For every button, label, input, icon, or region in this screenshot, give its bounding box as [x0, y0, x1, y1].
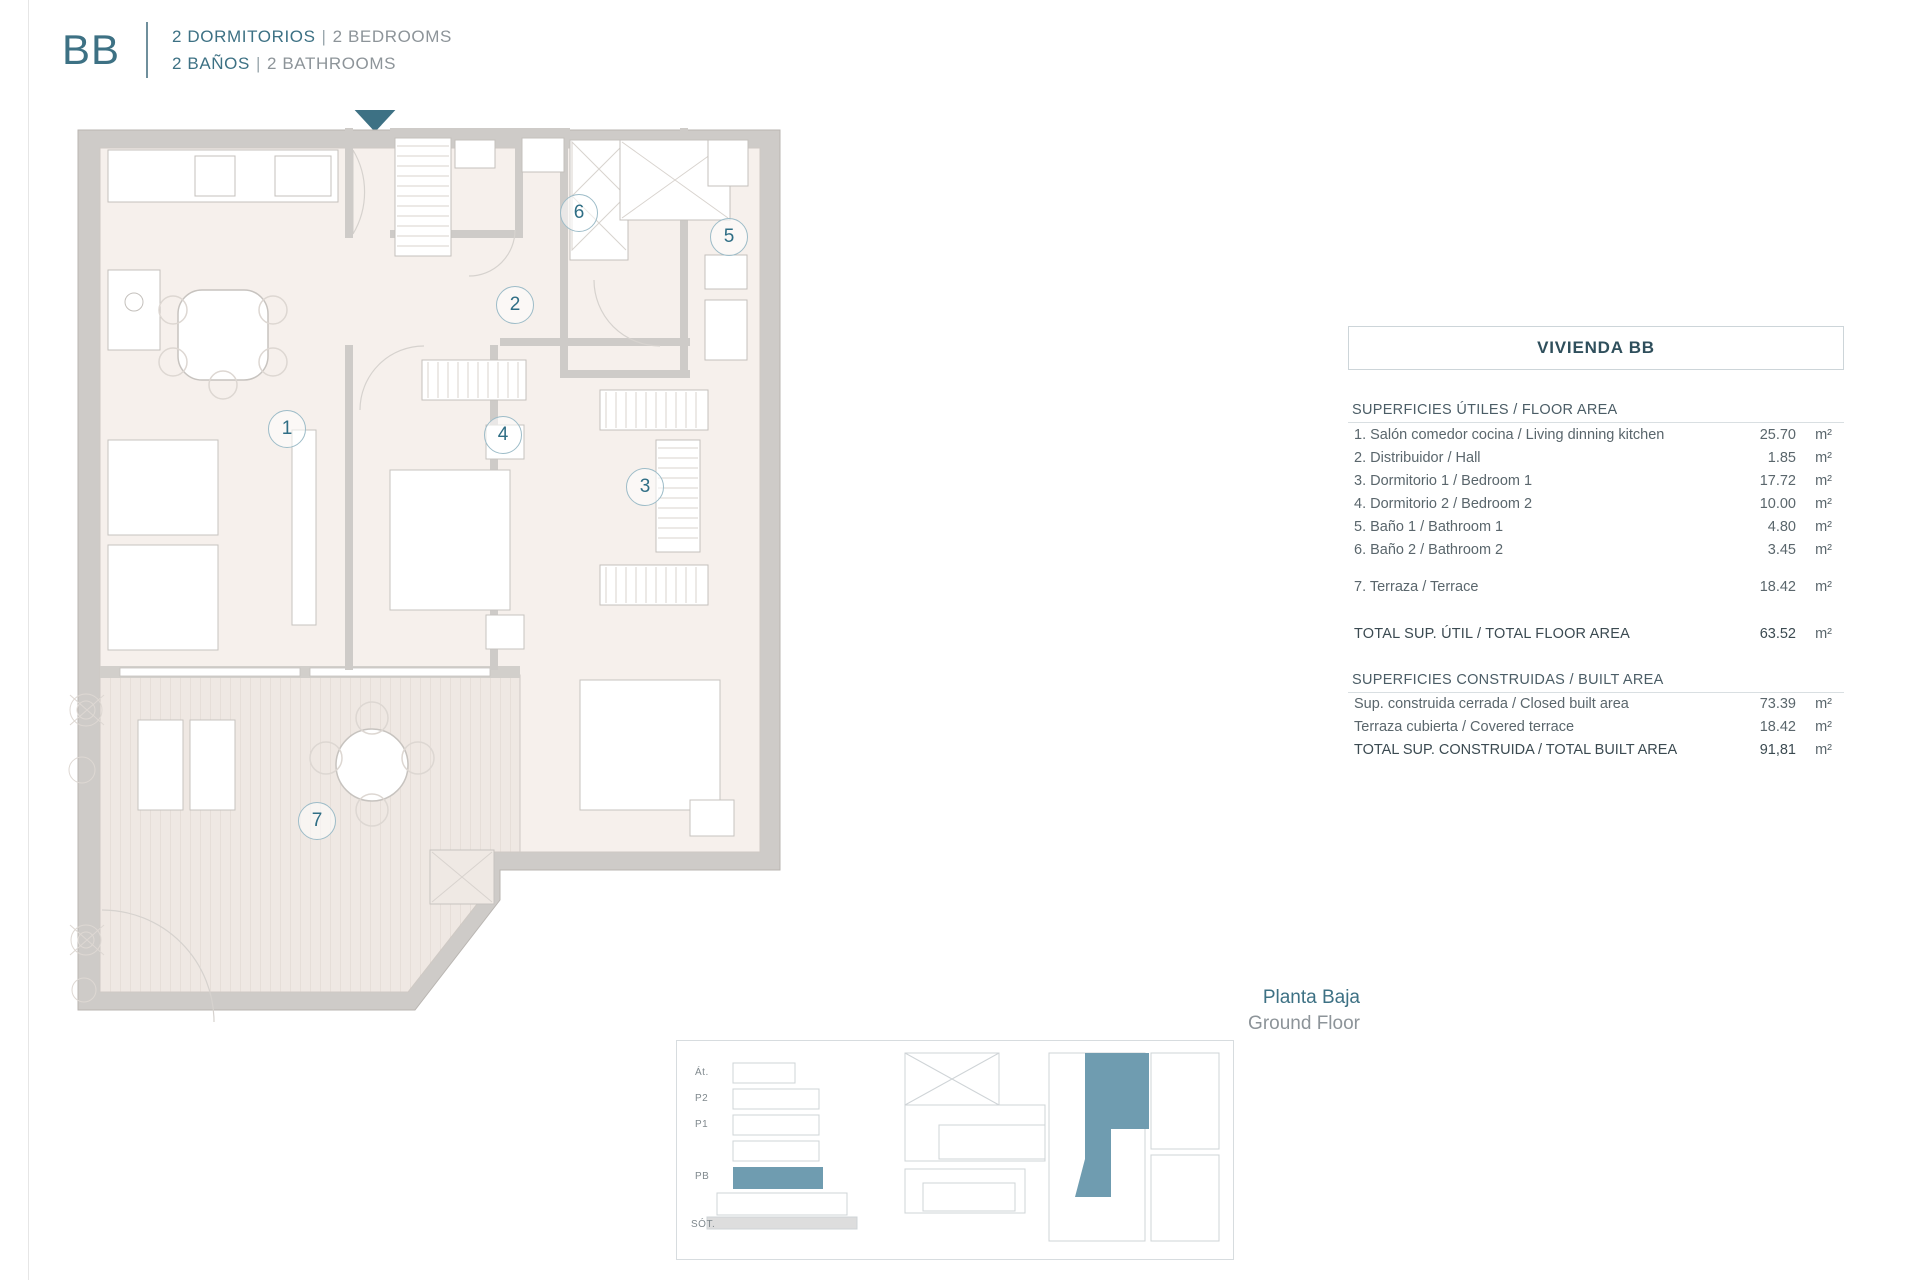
dining-table	[178, 290, 268, 380]
room-unit: m²	[1815, 495, 1832, 512]
room-number-3: 3	[626, 468, 664, 506]
terrace-lounger-b	[190, 720, 235, 810]
terrace-unit: m²	[1815, 578, 1832, 595]
total-built-area-row	[1348, 739, 1844, 762]
room-number-4: 4	[484, 416, 522, 454]
room-unit: m²	[1815, 541, 1832, 558]
room-area: 1.85	[1767, 449, 1796, 466]
page-edge-rule	[28, 0, 29, 1280]
bath1-wc	[705, 255, 747, 289]
room-unit: m²	[1815, 518, 1832, 535]
bathrooms-line	[172, 54, 452, 74]
bedroom2-nightstand-b	[486, 615, 524, 649]
table-row	[1348, 423, 1844, 446]
room-number-1: 1	[268, 410, 306, 448]
unit-title-box	[1348, 326, 1844, 370]
room-number-6: 6	[560, 194, 598, 232]
partition-wall-living-bed2	[345, 345, 353, 670]
table-row	[1348, 492, 1844, 515]
key-plan-level-at: Át.	[695, 1067, 709, 1078]
room-label: 5. Baño 1 / Bathroom 1	[1354, 518, 1504, 535]
room-number-2: 2	[496, 286, 534, 324]
floor-caption-es: Planta Baja	[1262, 987, 1360, 1008]
table-row	[1348, 693, 1844, 716]
table-row	[1348, 716, 1844, 739]
room-area: 17.72	[1759, 472, 1796, 489]
built-area-section	[1348, 666, 1844, 762]
room-area: 10.00	[1759, 495, 1796, 512]
room-unit: m²	[1815, 472, 1832, 489]
key-plan-level-p2: P2	[695, 1093, 709, 1104]
row-spacer	[1348, 598, 1844, 616]
table-row	[1348, 446, 1844, 469]
room-number-7: 7	[298, 802, 336, 840]
bath1-sink	[708, 140, 748, 186]
partition-wall-bath1	[560, 370, 690, 378]
bedrooms-separator: |	[321, 26, 327, 46]
room-area: 4.80	[1767, 518, 1796, 535]
room-label: 3. Dormitorio 1 / Bedroom 1	[1354, 472, 1533, 489]
partition-wall-entry	[345, 128, 353, 238]
bathrooms-en: 2 BATHROOMS	[266, 53, 397, 73]
floor-caption	[1248, 985, 1360, 1036]
unit-code: BB	[62, 26, 121, 73]
total-built-area-value: 91,81	[1759, 742, 1796, 758]
bedrooms-line	[172, 27, 452, 47]
bedroom1-nightstand	[690, 800, 734, 836]
key-plan-highlight-unit	[1085, 1053, 1149, 1159]
header-divider	[146, 22, 148, 78]
total-floor-area-value: 63.52	[1759, 626, 1796, 642]
kitchen-counter	[108, 150, 338, 202]
room-number-5: 5	[710, 218, 748, 256]
room-area: 3.45	[1767, 541, 1796, 558]
areas-table	[1348, 326, 1844, 762]
header-lines	[172, 27, 452, 74]
built-area-heading: SUPERFICIES CONSTRUIDAS / BUILT AREA	[1348, 666, 1844, 693]
room-unit: m²	[1815, 449, 1832, 466]
total-floor-area-label: TOTAL SUP. ÚTIL / TOTAL FLOOR AREA	[1354, 626, 1630, 642]
built-unit: m²	[1815, 696, 1832, 712]
table-row	[1348, 515, 1844, 538]
total-built-area-unit: m²	[1815, 742, 1832, 758]
bathrooms-es: 2 BAÑOS	[172, 53, 250, 73]
floor-area-section	[1348, 396, 1844, 646]
bathrooms-separator: |	[255, 53, 261, 73]
header	[62, 22, 452, 78]
terrace-label: 7. Terraza / Terrace	[1354, 578, 1479, 595]
room-area: 25.70	[1759, 426, 1796, 443]
terrace-table	[336, 729, 408, 801]
room-label: 6. Baño 2 / Bathroom 2	[1354, 541, 1504, 558]
table-row-terrace	[1348, 575, 1844, 598]
bedroom1-wardrobe-b	[656, 440, 700, 552]
room-label: 4. Dormitorio 2 / Bedroom 2	[1354, 495, 1533, 512]
unit-title: VIVIENDA BB	[1537, 338, 1655, 357]
built-unit: m²	[1815, 719, 1832, 735]
room-unit: m²	[1815, 426, 1832, 443]
armchair	[108, 545, 218, 650]
terrace-lounger-a	[138, 720, 183, 810]
key-plan-site	[899, 1047, 1225, 1251]
table-row	[1348, 538, 1844, 561]
bath2-wc	[522, 138, 564, 172]
floor-caption-en: Ground Floor	[1248, 1012, 1360, 1034]
built-label: Terraza cubierta / Covered terrace	[1354, 719, 1575, 735]
sofa	[108, 440, 218, 535]
bath2-sink	[455, 140, 495, 168]
total-floor-area-unit: m²	[1815, 626, 1832, 642]
floor-plan-drawing	[60, 110, 1040, 1050]
key-plan-highlight-level	[733, 1167, 803, 1189]
key-plan-level-pb: PB	[695, 1171, 710, 1182]
floor-area-heading: SUPERFICIES ÚTILES / FLOOR AREA	[1348, 396, 1844, 423]
bedroom2-bed	[390, 470, 510, 610]
room-label: 2. Distribuidor / Hall	[1354, 449, 1481, 466]
terrace-area: 18.42	[1759, 578, 1796, 595]
partition-wall-top	[390, 128, 570, 136]
room-label: 1. Salón comedor cocina / Living dinning kitchen	[1354, 426, 1665, 443]
table-row	[1348, 469, 1844, 492]
bedrooms-es: 2 DORMITORIOS	[172, 26, 316, 46]
partition-wall-hall-bottom	[500, 338, 690, 346]
sliding-door-2	[310, 668, 490, 676]
kitchen-appliance	[108, 270, 160, 350]
key-plan	[676, 1040, 1234, 1260]
bedrooms-en: 2 BEDROOMS	[332, 26, 452, 46]
total-built-area-label: TOTAL SUP. CONSTRUIDA / TOTAL BUILT AREA	[1354, 742, 1678, 758]
built-area: 73.39	[1759, 696, 1796, 712]
bath1-cabinet	[705, 300, 747, 360]
total-floor-area-row	[1348, 616, 1844, 646]
sliding-door-1	[120, 668, 300, 676]
key-plan-level-sot: SÓT.	[691, 1219, 716, 1230]
tv-unit	[292, 430, 316, 625]
key-plan-level-p1: P1	[695, 1119, 709, 1130]
row-spacer	[1348, 561, 1844, 575]
key-plan-section	[687, 1049, 887, 1249]
built-label: Sup. construida cerrada / Closed built area	[1354, 696, 1629, 712]
built-area: 18.42	[1759, 719, 1796, 735]
bedroom1-bed	[580, 680, 720, 810]
